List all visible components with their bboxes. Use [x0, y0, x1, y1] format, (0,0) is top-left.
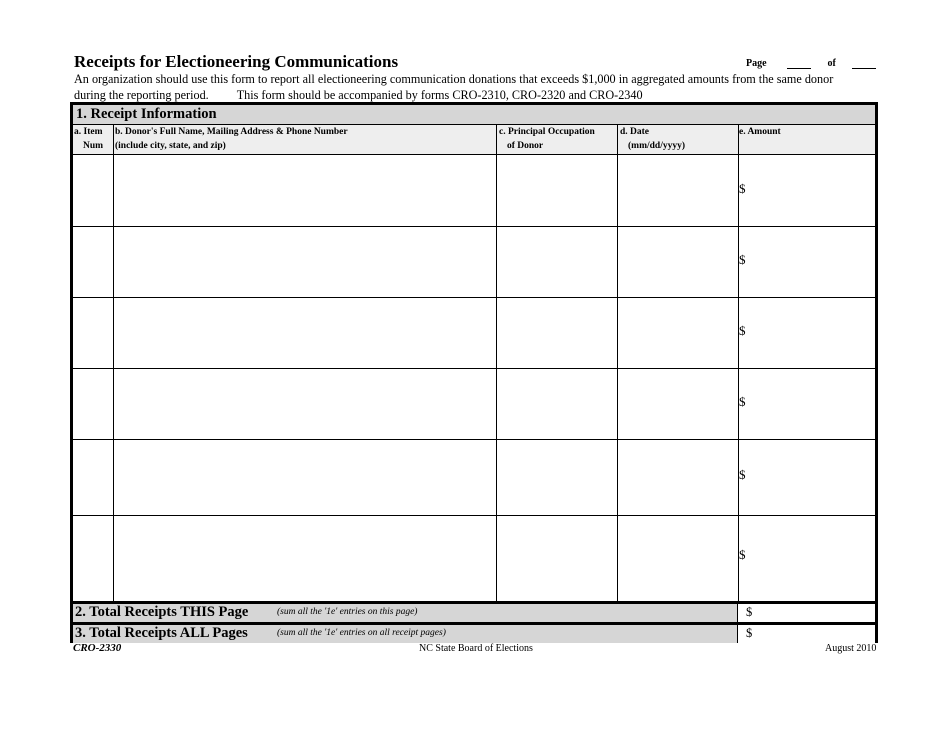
page-number-field[interactable] [787, 60, 811, 69]
header-c-line1: c. Principal Occupation [499, 127, 595, 137]
amount-currency: $ [739, 181, 746, 196]
header-c-line2: of Donor [507, 141, 544, 151]
total-all-pages-label: 3. Total Receipts ALL Pages [75, 625, 248, 641]
revision-date: August 2010 [825, 643, 877, 654]
amount-currency: $ [739, 394, 746, 409]
of-label: of [827, 58, 836, 69]
receipt-form [70, 102, 878, 643]
header-b-line2: (include city, state, and zip) [115, 141, 226, 151]
column-header-donor [114, 125, 496, 155]
section-header-receipt-info [73, 105, 875, 125]
column-header-occupation [497, 125, 617, 155]
amount-currency: $ [739, 547, 746, 562]
header-a-line1: a. Item [74, 127, 103, 137]
instructions-line-2b: This form should be accompanied by forms CRO-2310, CRO-2320 and CRO-2340 [236, 88, 643, 102]
amount-currency: $ [739, 467, 746, 482]
total-this-page-note: (sum all the '1e' entries on this page) [277, 607, 418, 617]
header-b-line1: b. Donor's Full Name, Mailing Address & Phone Number [115, 127, 348, 137]
header-d-line2: (mm/dd/yyyy) [628, 141, 685, 151]
total-this-page-label: 2. Total Receipts THIS Page [75, 604, 249, 620]
page-number [746, 58, 876, 69]
total-this-page-currency: $ [746, 605, 753, 619]
form-title: Receipts for Electioneering Communications [74, 52, 399, 71]
table-row[interactable] [73, 368, 875, 439]
header-e-line1: e. Amount [739, 127, 781, 137]
total-all-pages-amount[interactable] [737, 625, 875, 643]
total-this-page-amount[interactable] [737, 604, 875, 622]
instructions [74, 71, 833, 103]
table-row[interactable] [73, 226, 875, 297]
amount-currency: $ [739, 323, 746, 338]
page-total-field[interactable] [852, 60, 876, 69]
table-row[interactable] [73, 515, 875, 601]
header-d-line1: d. Date [620, 127, 650, 137]
total-all-pages-note: (sum all the '1e' entries on all receipt pages) [277, 628, 446, 638]
agency-name: NC State Board of Elections [419, 643, 533, 654]
column-header-date [618, 125, 738, 155]
amount-currency: $ [739, 252, 746, 267]
table-row[interactable] [73, 439, 875, 515]
column-header-amount [739, 125, 875, 155]
instructions-line-1: An organization should use this form to report all electioneering communication donations that exceeds $1,000 in aggregated amounts from the same donor [74, 72, 834, 86]
form-number: CRO-2330 [73, 642, 122, 654]
header-a-line2: Num [83, 141, 104, 151]
total-all-pages-row [73, 622, 875, 643]
column-header-item [73, 125, 113, 155]
instructions-line-2a: during the reporting period. [74, 88, 209, 102]
total-all-pages-currency: $ [746, 626, 753, 640]
table-row[interactable] [73, 155, 875, 226]
page-label: Page [746, 58, 767, 69]
total-this-page-row [73, 601, 875, 622]
section-title: 1. Receipt Information [76, 106, 217, 122]
table-row[interactable] [73, 297, 875, 368]
